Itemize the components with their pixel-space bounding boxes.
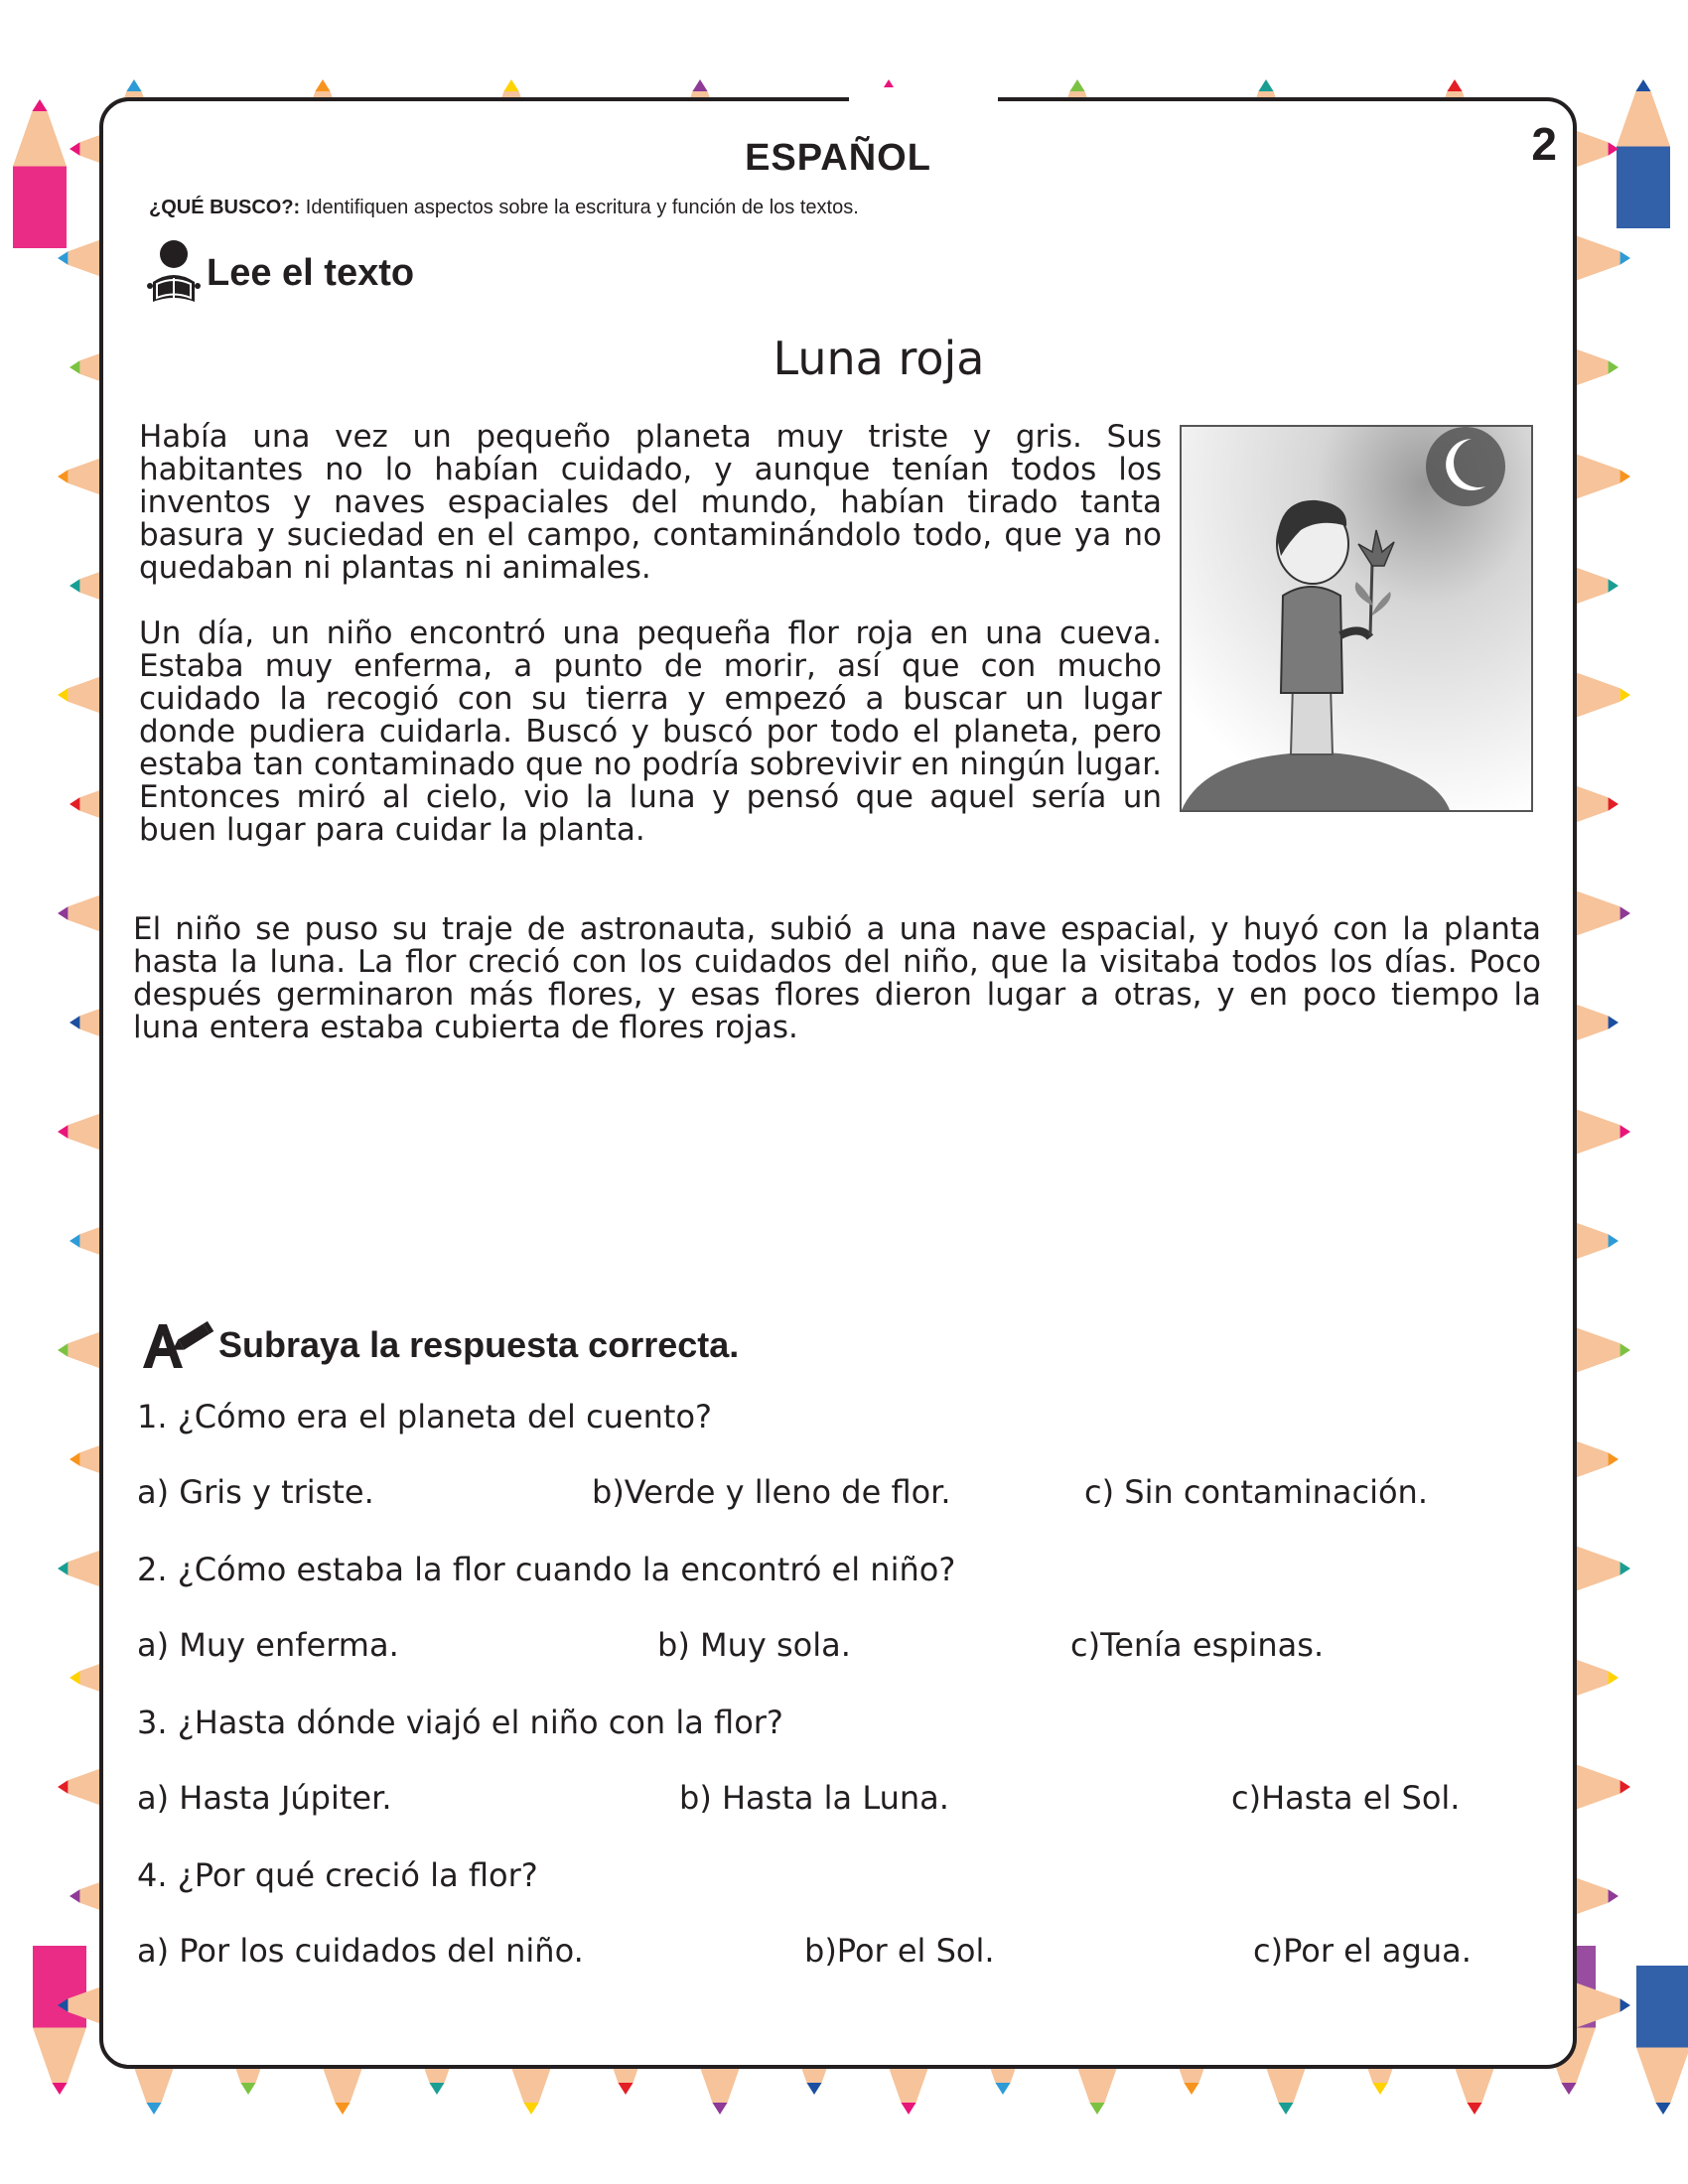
question-3: 3. ¿Hasta dónde viajó el niño con la flor?: [137, 1704, 783, 1741]
story-paragraph-3: El niño se puso su traje de astronauta, subió a una nave espacial, y huyó con la planta hasta la luna. La flor creció con los cuidados del niño, que la visitaba todos los días. Poco después germinaron más flores, y esas flores dieron lugar a otras, y en poco tiempo la luna entera estaba cubierta de flores rojas.: [133, 911, 1541, 1045]
pencil-decoration: [13, 99, 67, 248]
subject-title: ESPAÑOL: [745, 137, 931, 179]
story-paragraph-2: Un día, un niño encontró una pequeña flor roja en una cueva. Estaba muy enferma, a punto de morir, así que con mucho cuidado la recogió con su tierra y empezó a buscar un lugar donde pudiera cuidarla. Buscó y buscó por todo el planeta, pero estaba tan contaminado que no podría sobrevivir en ningún lugar. Entonces miró al cielo, vio la luna y pensó que aquel sería un buen lugar para cuidar la planta.: [139, 615, 1162, 848]
goal-label: ¿QUÉ BUSCO?:: [149, 197, 301, 218]
exercise-heading: [139, 1318, 739, 1372]
answer-option-2c[interactable]: c)Tenía espinas.: [1070, 1626, 1325, 1664]
answer-option-4b[interactable]: b)Por el Sol.: [804, 1932, 995, 1970]
boy-with-flower-moon-illustration: [1180, 425, 1533, 812]
question-1: 1. ¿Cómo era el planeta del cuento?: [137, 1398, 713, 1435]
exercise-heading-text: Subraya la respuesta correcta.: [218, 1324, 740, 1365]
person-reading-icon: [147, 238, 201, 308]
reading-heading-text: Lee el texto: [207, 251, 415, 294]
story-paragraph-1: Había una vez un pequeño planeta muy triste y gris. Sus habitantes no lo habían cuidado, y aunque tenían todos los inventos y naves espaciales del mundo, habían tirado tanta basura y suciedad en el campo, contaminándolo todo, que ya no quedaban ni plantas ni animales.: [139, 419, 1162, 586]
learning-goal: [149, 197, 859, 219]
page-number: 2: [1531, 118, 1557, 170]
answer-option-2a[interactable]: a) Muy enferma.: [137, 1626, 399, 1664]
frame-gap: [849, 87, 998, 111]
answer-option-1b[interactable]: b)Verde y lleno de flor.: [592, 1473, 951, 1511]
reading-heading: [147, 238, 414, 308]
pencil-letter-a-icon: [139, 1318, 214, 1372]
answer-option-1c[interactable]: c) Sin contaminación.: [1084, 1473, 1428, 1511]
question-2: 2. ¿Cómo estaba la flor cuando la encontró el niño?: [137, 1551, 956, 1588]
content-frame: [99, 97, 1577, 2069]
answer-option-3a[interactable]: a) Hasta Júpiter.: [137, 1779, 392, 1817]
answer-option-3b[interactable]: b) Hasta la Luna.: [679, 1779, 949, 1817]
answer-option-1a[interactable]: a) Gris y triste.: [137, 1473, 374, 1511]
answer-option-3c[interactable]: c)Hasta el Sol.: [1231, 1779, 1461, 1817]
goal-text: Identifiquen aspectos sobre la escritura y función de los textos.: [305, 197, 859, 218]
answer-option-4a[interactable]: a) Por los cuidados del niño.: [137, 1932, 584, 1970]
pencil-decoration: [1636, 1966, 1688, 2115]
answer-option-4c[interactable]: c)Por el agua.: [1253, 1932, 1472, 1970]
pencil-decoration: [33, 1946, 86, 2095]
answer-option-2b[interactable]: b) Muy sola.: [657, 1626, 851, 1664]
story-title: Luna roja: [773, 332, 985, 385]
question-4: 4. ¿Por qué creció la flor?: [137, 1856, 538, 1894]
pencil-decoration: [1617, 79, 1670, 228]
